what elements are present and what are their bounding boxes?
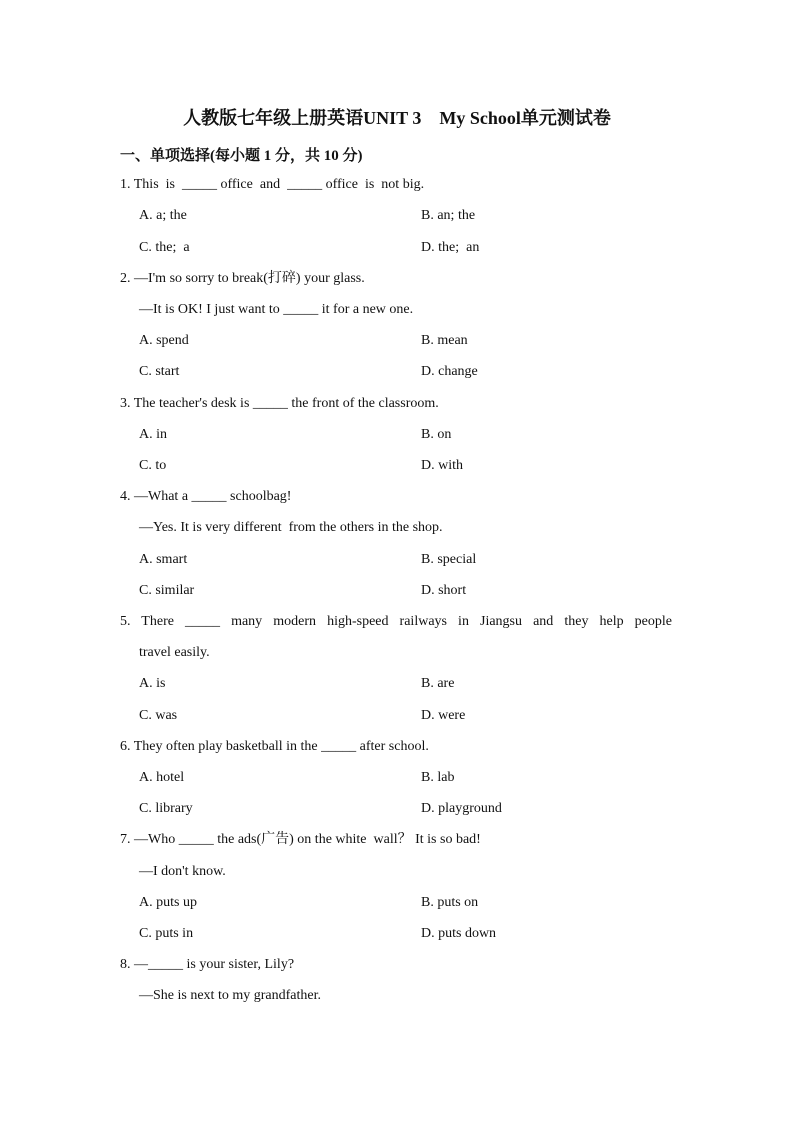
question-7-stem-reply: —I don't know. [139,864,226,879]
question-7-option-c: C. puts in [139,926,194,941]
question-1-option-b: B. an; the [421,208,476,223]
question-2-stem-reply: —It is OK! I just want to _____ it for a new one. [139,302,414,317]
question-3-option-d: D. with [421,458,463,473]
question-2-option-a: A. spend [139,333,189,348]
question-2-option-d: D. change [421,364,478,379]
question-7-stem: 7. —Who _____ the ads(广告) on the white wall？ It is so bad! [120,832,481,847]
question-5-option-a: A. is [139,676,166,691]
section-heading: 一、单项选择(每小题 1 分，共 10 分) [120,148,363,164]
question-2-option-b: B. mean [421,333,468,348]
question-8-stem: 8. —_____ is your sister, Lily? [120,957,295,972]
question-3-option-b: B. on [421,427,452,442]
question-5-option-b: B. are [421,676,455,691]
question-4-option-a: A. smart [139,552,188,567]
question-5-option-d: D. were [421,708,466,723]
question-1-option-a: A. a; the [139,208,187,223]
question-8-stem-reply: —She is next to my grandfather. [139,988,321,1003]
question-5-stem-continued: travel easily. [139,645,210,660]
question-3-option-c: C. to [139,458,167,473]
question-4-option-b: B. special [421,552,477,567]
question-6-option-c: C. library [139,801,193,816]
question-1-option-c: C. the; a [139,240,190,255]
question-5-stem: 5. There _____ many modern high-speed railways in Jiangsu and they help people [120,614,672,629]
question-4-stem-reply: —Yes. It is very different from the others in the shop. [139,520,443,535]
question-3-stem: 3. The teacher's desk is _____ the front of the classroom. [120,396,439,411]
question-1-option-d: D. the; an [421,240,480,255]
question-7-option-b: B. puts on [421,895,479,910]
question-2-stem: 2. —I'm so sorry to break(打碎) your glass. [120,271,365,286]
question-1-stem: 1. This is _____ office and _____ office is not big. [120,177,425,192]
question-6-option-b: B. lab [421,770,455,785]
question-4-stem: 4. —What a _____ schoolbag! [120,489,292,504]
question-4-option-c: C. similar [139,583,195,598]
question-7-option-d: D. puts down [421,926,497,941]
question-5-option-c: C. was [139,708,178,723]
question-4-option-d: D. short [421,583,467,598]
question-6-option-a: A. hotel [139,770,185,785]
question-6-option-d: D. playground [421,801,502,816]
question-6-stem: 6. They often play basketball in the _____ after school. [120,739,429,754]
question-3-option-a: A. in [139,427,167,442]
question-7-option-a: A. puts up [139,895,197,910]
page-title: 人教版七年级上册英语UNIT 3 My School单元测试卷 [183,108,611,128]
question-2-option-c: C. start [139,364,180,379]
